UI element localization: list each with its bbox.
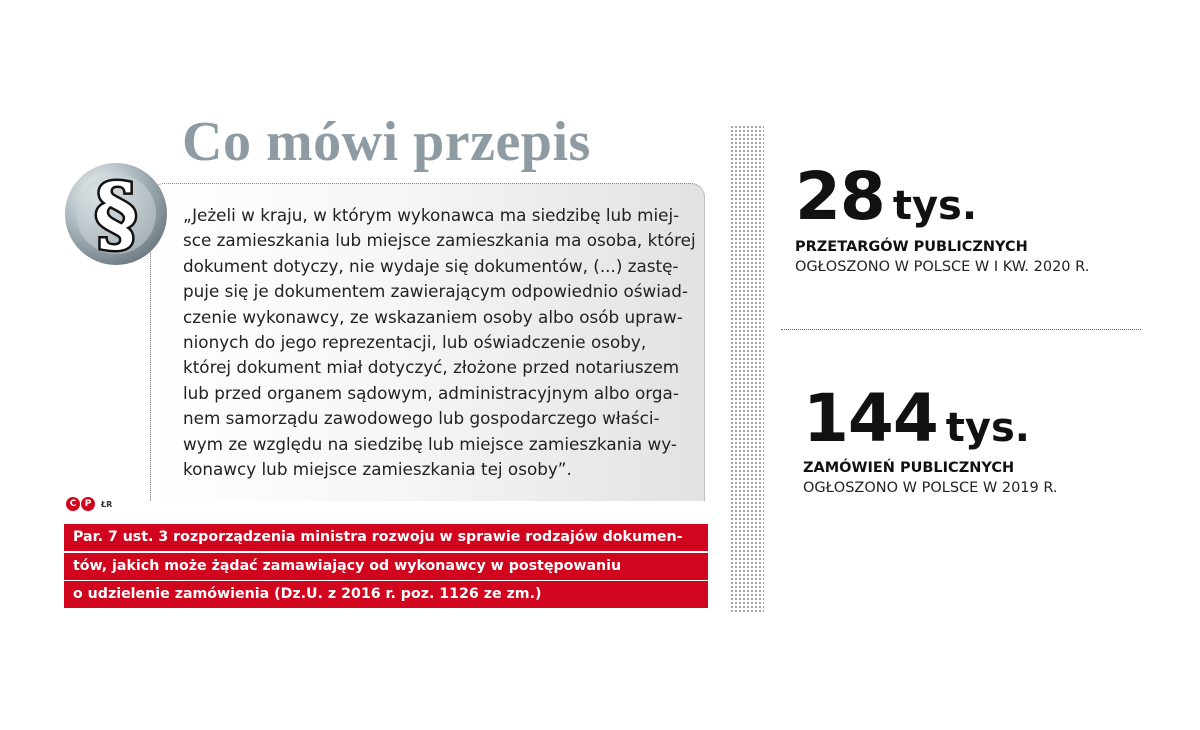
quote-line: sce zamieszkania lub miejsce zamieszkania ma osoba, której <box>183 230 696 251</box>
source-line: tów, jakich może żądać zamawiający od wykonawcy w postępowaniu <box>64 553 708 580</box>
copyright-c-icon: C <box>66 497 80 511</box>
page-title: Co mówi przepis <box>182 111 591 173</box>
dotted-separator <box>730 125 764 612</box>
stat-number <box>795 158 977 235</box>
quote-line: wym ze względu na siedzibę lub miejsce zamieszkania wy- <box>183 433 677 454</box>
copyright-p-icon: P <box>81 497 95 511</box>
quote-line: której dokument miał dotyczyć, złożone przed notariuszem <box>183 357 680 378</box>
stat-unit: tys. <box>945 405 1030 451</box>
source-citation <box>64 524 708 610</box>
stat-label: PRZETARGÓW PUBLICZNYCH <box>795 239 1028 255</box>
quote-line: konawcy lub miejsce zamieszkania tej osoby”. <box>183 459 572 480</box>
section-sign: § <box>94 166 138 262</box>
quote-line: nem samorządu zawodowego lub gospodarczego właści- <box>183 408 660 429</box>
paragraph-icon <box>64 162 168 266</box>
stat-description: OGŁOSZONO W POLSCE W I KW. 2020 R. <box>795 259 1090 275</box>
stat-unit: tys. <box>892 183 978 229</box>
quote-line: lub przed organem sądowym, administracyjnym albo orga- <box>183 382 679 403</box>
copyright-author: ŁR <box>101 499 113 509</box>
quote-line: czenie wykonawcy, ze wskazaniem osoby albo osób upraw- <box>183 306 683 327</box>
source-line: Par. 7 ust. 3 rozporządzenia ministra rozwoju w sprawie rodzajów dokumen- <box>64 524 708 551</box>
quote-text <box>183 203 696 482</box>
stat-description: OGŁOSZONO W POLSCE W 2019 R. <box>803 480 1058 496</box>
quote-line: puje się je dokumentem zawierającym odpowiednio oświad- <box>183 281 688 302</box>
stat-number <box>803 380 1030 457</box>
copyright-mark <box>66 496 112 512</box>
stat-value: 144 <box>803 380 938 457</box>
quote-line: dokument dotyczy, nie wydaje się dokumentów, (...) zastę- <box>183 255 679 276</box>
quote-line: nionych do jego reprezentacji, lub oświadczenie osoby, <box>183 332 647 353</box>
stat-label: ZAMÓWIEŃ PUBLICZNYCH <box>803 460 1015 476</box>
source-line: o udzielenie zamówienia (Dz.U. z 2016 r. poz. 1126 ze zm.) <box>64 581 708 608</box>
stat-value: 28 <box>795 158 885 235</box>
quote-line: „Jeżeli w kraju, w którym wykonawca ma siedzibę lub miej- <box>183 205 680 225</box>
divider <box>781 329 1141 330</box>
